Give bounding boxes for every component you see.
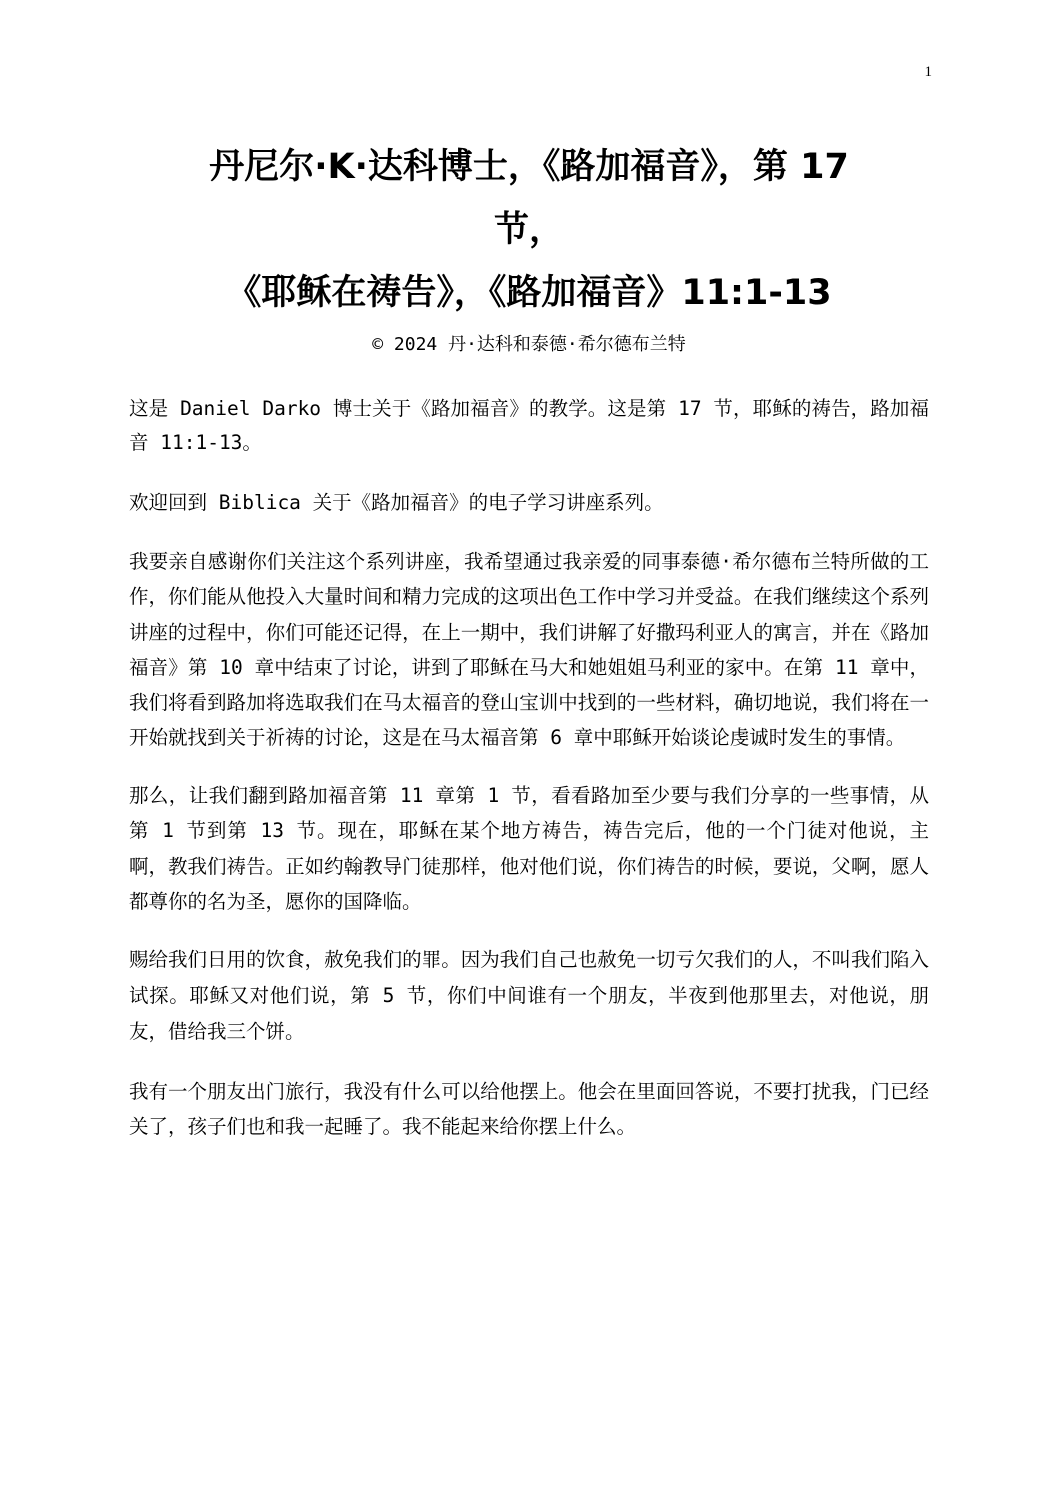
- paragraph-friend: 我有一个朋友出门旅行，我没有什么可以给他摆上。他会在里面回答说，不要打扰我，门已经关了，孩子们也和我一起睡了。我不能起来给你摆上什么。: [129, 1079, 929, 1138]
- title-line-2: 节，: [493, 210, 564, 250]
- document-title: [120, 136, 938, 325]
- paragraph-daily-bread: 赐给我们日用的饮食，赦免我们的罪。因为我们自己也赦免一切亏欠我们的人，不叫我们陷入试探。耶稣又对他们说，第 5 节，你们中间谁有一个朋友，半夜到他那里去，对他说，朋友，借给我三个饼。: [129, 947, 929, 1043]
- title-line-1: 丹尼尔·K·达科博士，《路加福音》，第 17: [209, 147, 849, 187]
- copyright-notice: © 2024 丹·达科和泰德·希尔德布兰特: [372, 334, 686, 355]
- paragraph-luke-11: 那么，让我们翻到路加福音第 11 章第 1 节，看看路加至少要与我们分享的一些事情，从第 1 节到第 13 节。现在，耶稣在某个地方祷告，祷告完后，他的一个门徒对他说，主啊，教我们祷告。正如约翰教导门徒那样，他对他们说，你们祷告的时候，要说，父啊，愿人都尊你的名为圣，愿你的国降临。: [129, 783, 929, 914]
- paragraph-thanks: 我要亲自感谢你们关注这个系列讲座，我希望通过我亲爱的同事泰德·希尔德布兰特所做的工作，你们能从他投入大量时间和精力完成的这项出色工作中学习并受益。在我们继续这个系列讲座的过程中，你们可能还记得，在上一期中，我们讲解了好撒玛利亚人的寓言，并在《路加福音》第 10 章中结束了讨论，讲到了耶稣在马大和她姐姐马利亚的家中。在第 11 章中，我们将看到路加将选取我们在马太福音的登山宝训中找到的一些材料，确切地说，我们将在一开始就找到关于祈祷的讨论，这是在马太福音第 6 章中耶稣开始谈论虔诚时发生的事情。: [129, 550, 929, 750]
- page-number: 1: [924, 64, 932, 80]
- document-body: [129, 392, 929, 1168]
- paragraph-intro: 这是 Daniel Darko 博士关于《路加福音》的教学。这是第 17 节，耶稣的祷告，路加福音 11:1-13。: [129, 397, 929, 454]
- title-line-3: 《耶稣在祷告》，《路加福音》11:1-13: [226, 273, 832, 313]
- paragraph-welcome: 欢迎回到 Biblica 关于《路加福音》的电子学习讲座系列。: [129, 491, 664, 514]
